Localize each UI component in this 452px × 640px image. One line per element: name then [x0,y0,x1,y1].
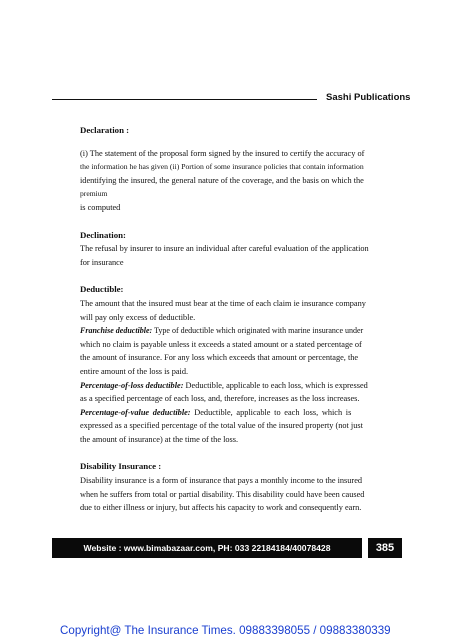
text-line: Disability insurance is a form of insurance that pays a monthly income to the insured [80,476,363,486]
definition-text: Type of deductible which originated with marine insurance under [152,326,364,336]
percentage-of-loss-line [80,379,380,393]
text-line: the amount of insurance) at the time of the loss. [80,434,239,444]
header-rule [52,99,317,100]
term-percentage-of-value: Percentage-of-value deductible: [80,407,191,417]
text-line: when he suffers from total or partial disability. This disability could have been caused [80,489,365,499]
text-line: the amount of insurance. For any loss which exceeds that amount or percentage, the [80,353,359,363]
text-line: for insurance [80,257,124,267]
definition-text: Deductible, applicable to each loss, which is [190,407,352,417]
copyright-link[interactable]: Copyright@ The Insurance Times. 09883398055 / 09883380339 [60,624,391,637]
section-title-deductible: Deductible: [80,284,124,295]
publisher-name: Sashi Publications [326,92,411,103]
text-line: entire amount of the loss is paid. [80,366,189,376]
section-title-declaration: Declaration : [80,125,130,135]
percentage-of-value-line [80,406,380,420]
text-line: as a specified percentage of each loss, and, therefore, increases as the loss increases. [80,394,360,404]
text-line: The amount that the insured must bear at the time of each claim ie insurance company [80,298,366,308]
section-title-declination: Declination: [80,229,126,240]
text-line: The refusal by insurer to insure an individual after careful evaluation of the application [80,244,369,254]
page-number: 385 [375,542,395,554]
text-line: will pay only excess of deductible. [80,312,196,322]
footer-website-bar [52,538,362,558]
text-line: which no claim is payable unless it exceeds a stated amount or a stated percentage of [80,339,362,349]
text-line: expressed as a specified percentage of the total value of the insured property (not just [80,421,363,431]
footer-website-text: Website : www.bimabazaar.com, PH: 033 22184184/40078428 [83,543,331,553]
text-line: premium [80,189,108,199]
text-line: the information he has given (ii) Portion of some insurance policies that contain information [80,162,364,172]
definition-text: Deductible, applicable to each loss, which is expressed [183,380,368,390]
text-line: due to either illness or injury, but affects his capacity to work and consequently earn. [80,503,362,513]
page-number-box [368,538,402,558]
term-percentage-of-loss: Percentage-of-loss deductible: [80,380,184,390]
text-line: is computed [80,202,121,212]
glossary-content [80,124,380,515]
term-franchise-deductible: Franchise deductible: [80,326,153,336]
text-line: (i) The statement of the proposal form signed by the insured to certify the accuracy of [80,148,365,158]
franchise-deductible-line [80,324,380,338]
section-title-disability-insurance: Disability Insurance : [80,461,162,472]
text-line: identifying the insured, the general nature of the coverage, and the basis on which the [80,175,364,185]
